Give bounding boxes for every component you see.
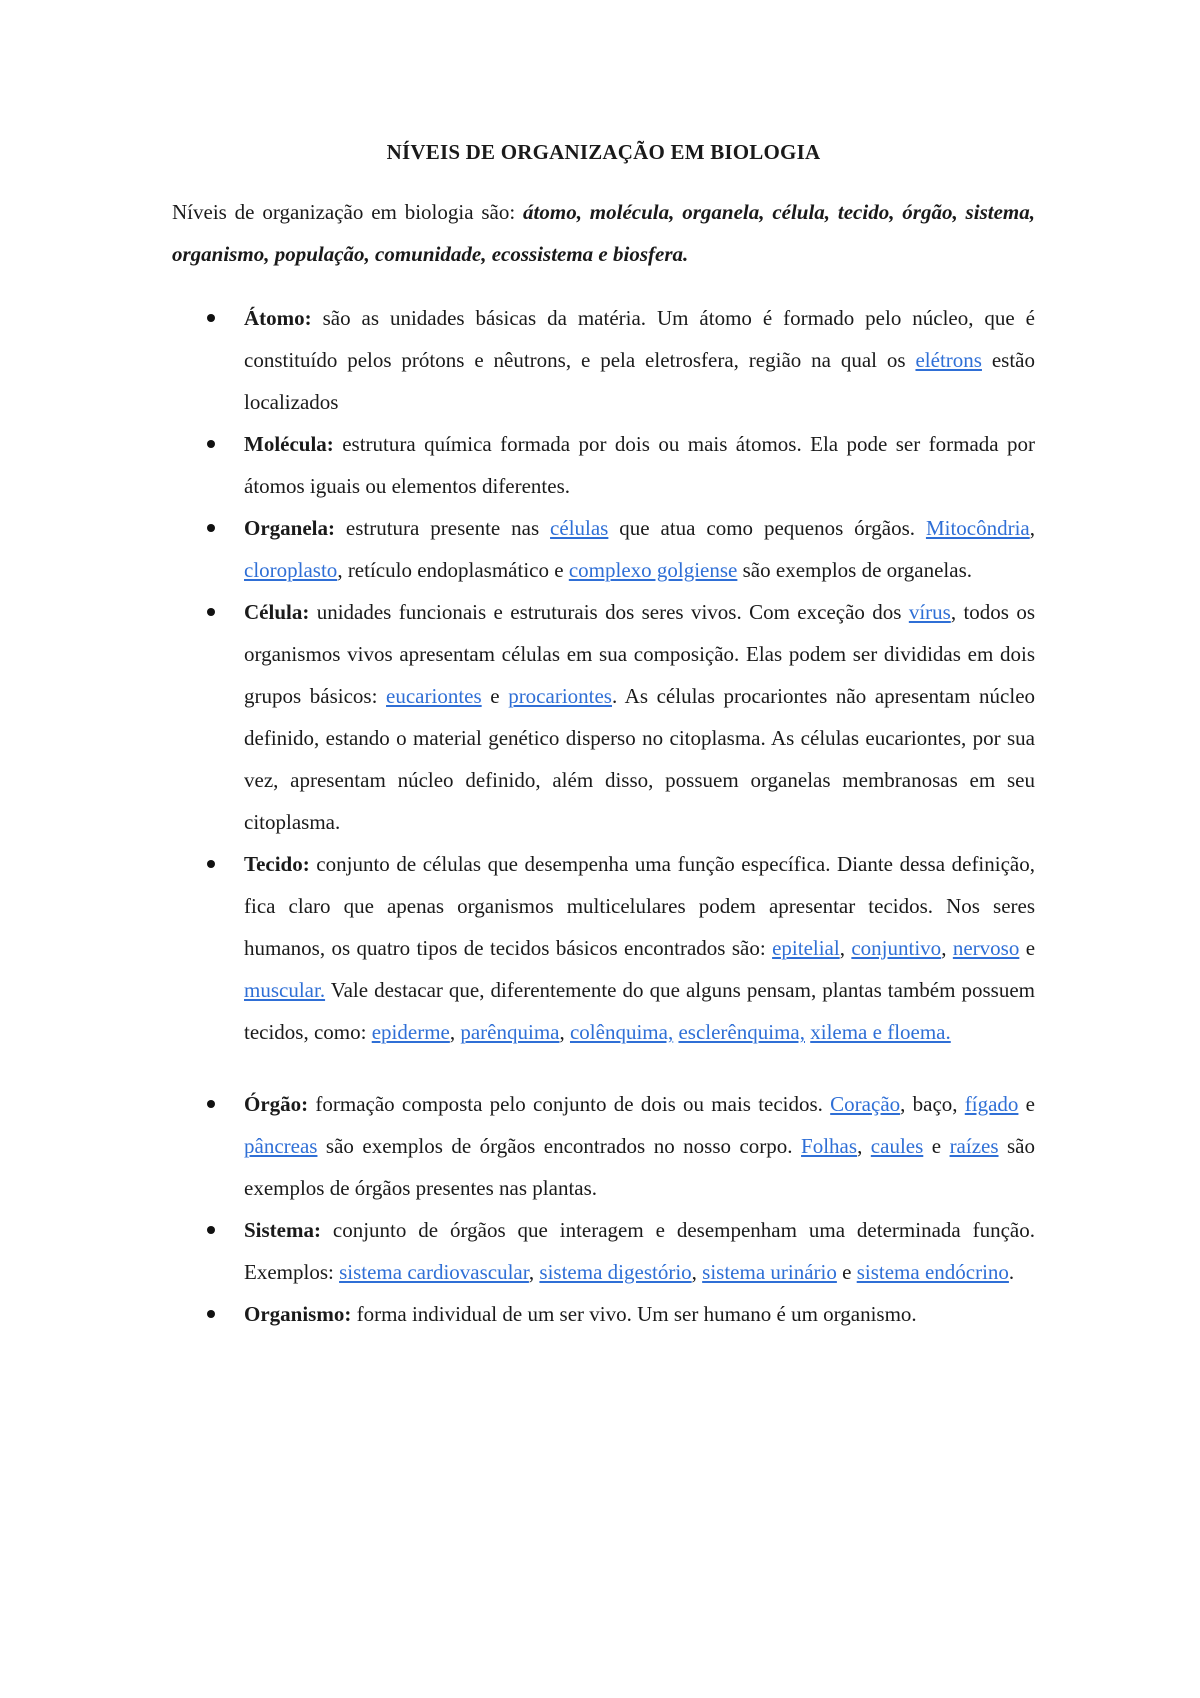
term-orgao: Órgão:	[244, 1092, 309, 1116]
list-item-tecido	[172, 843, 1035, 1053]
text: e	[1018, 1092, 1035, 1116]
text: são as unidades básicas da matéria. Um átomo é formado pelo núcleo, que é constituído pelos prótons e nêutrons, e pela eletrosfera, região na qual os	[244, 306, 1035, 372]
text: , todos os organismos vivos apresentam células em sua composição. Elas podem ser divididas em dois grupos básicos:	[244, 600, 1035, 708]
text: ,	[691, 1260, 703, 1284]
term-molecula: Molécula:	[244, 432, 334, 456]
link-eucariontes[interactable]: eucariontes	[386, 684, 482, 708]
text: conjunto de células que desempenha uma função específica. Diante dessa definição, fica claro que apenas organismos multicelulares podem apresentar tecidos. Nos seres humanos, os quatro tipos de tecidos básicos encontrados são:	[244, 852, 1035, 960]
bullet-icon	[207, 1226, 215, 1234]
link-pancreas[interactable]: pâncreas	[244, 1134, 318, 1158]
term-tecido: Tecido:	[244, 852, 310, 876]
text: forma individual de um ser vivo. Um ser humano é um organismo.	[351, 1302, 917, 1326]
link-nervoso[interactable]: nervoso	[952, 936, 1020, 960]
text: Vale destacar que, diferentemente do que alguns pensam, plantas também possuem tecidos, como:	[244, 978, 1035, 1044]
text: ,	[559, 1020, 570, 1044]
intro-paragraph	[172, 191, 1035, 275]
text: e	[1019, 936, 1036, 960]
term-celula: Célula:	[244, 600, 310, 624]
link-conjuntivo[interactable]: conjuntivo	[851, 936, 942, 960]
term-atomo: Átomo:	[244, 306, 312, 330]
link-xilema-floema[interactable]: xilema e floema.	[810, 1020, 951, 1044]
text: e	[923, 1134, 950, 1158]
text: estrutura química formada por dois ou mais átomos. Ela pode ser formada por átomos iguais ou elementos diferentes.	[244, 432, 1035, 498]
bullet-icon	[207, 1100, 215, 1108]
text: ,	[1029, 516, 1035, 540]
text: . As células procariontes não apresentam núcleo definido, estando o material genético disperso no citoplasma. As células eucariontes, por sua vez, apresentam núcleo definido, além disso, possuem organelas membranosas em seu citoplasma.	[244, 684, 1036, 834]
list-item-atomo	[172, 297, 1035, 423]
text: são exemplos de órgãos encontrados no nosso corpo.	[317, 1134, 802, 1158]
intro-levels-list: átomo, molécula, organela, célula, tecido, órgão, sistema, organismo, população, comunidade, ecossistema e biosfera.	[172, 200, 1035, 266]
link-sistema-endocrino[interactable]: sistema endócrino	[856, 1260, 1009, 1284]
link-cloroplasto[interactable]: cloroplasto	[244, 558, 338, 582]
text: são exemplos de órgãos presentes nas plantas.	[244, 1134, 1036, 1200]
text: são exemplos de organelas.	[737, 558, 973, 582]
text: que atua como pequenos órgãos.	[608, 516, 926, 540]
text: e	[836, 1260, 857, 1284]
text: .	[1008, 1260, 1015, 1284]
link-virus[interactable]: vírus	[908, 600, 951, 624]
link-sistema-digestorio[interactable]: sistema digestório	[539, 1260, 692, 1284]
link-sistema-urinario[interactable]: sistema urinário	[702, 1260, 837, 1284]
bullet-icon	[207, 314, 215, 322]
list-item-molecula	[172, 423, 1035, 507]
intro-prefix: Níveis de organização em biologia são:	[172, 200, 524, 224]
link-raizes[interactable]: raízes	[949, 1134, 999, 1158]
list-item-celula	[172, 591, 1035, 843]
bullet-icon	[207, 524, 215, 532]
list-item-orgao	[172, 1083, 1035, 1209]
page-title: NÍVEIS DE ORGANIZAÇÃO EM BIOLOGIA	[386, 140, 821, 164]
text: , baço,	[900, 1092, 965, 1116]
link-esclerenquima[interactable]: esclerênquima,	[678, 1020, 805, 1044]
link-eletrons[interactable]: elétrons	[915, 348, 982, 372]
text: e	[481, 684, 509, 708]
term-organismo: Organismo:	[244, 1302, 352, 1326]
term-sistema: Sistema:	[244, 1218, 321, 1242]
text: ,	[857, 1134, 871, 1158]
link-procariontes[interactable]: procariontes	[508, 684, 612, 708]
link-mitocondria[interactable]: Mitocôndria	[925, 516, 1030, 540]
link-coracao[interactable]: Coração	[830, 1092, 901, 1116]
text: conjunto de órgãos que interagem e desempenham uma determinada função. Exemplos:	[244, 1218, 1035, 1284]
link-parenquima[interactable]: parênquima	[460, 1020, 560, 1044]
term-organela: Organela:	[244, 516, 335, 540]
list-item-sistema	[172, 1209, 1035, 1293]
link-figado[interactable]: fígado	[964, 1092, 1019, 1116]
bullet-icon	[207, 440, 215, 448]
link-colenquima[interactable]: colênquima,	[569, 1020, 674, 1044]
text: formação composta pelo conjunto de dois ou mais tecidos.	[308, 1092, 831, 1116]
text: unidades funcionais e estruturais dos seres vivos. Com exceção dos	[309, 600, 909, 624]
list-item-organela	[172, 507, 1035, 591]
text: ,	[528, 1260, 540, 1284]
link-epiderme[interactable]: epiderme	[371, 1020, 450, 1044]
link-folhas[interactable]: Folhas	[801, 1134, 858, 1158]
link-sistema-cardiovascular[interactable]: sistema cardiovascular	[339, 1260, 529, 1284]
link-celulas[interactable]: células	[550, 516, 609, 540]
levels-list	[172, 297, 1035, 1335]
bullet-icon	[207, 860, 215, 868]
text: estão localizados	[244, 348, 1035, 414]
link-complexo-golgiense[interactable]: complexo golgiense	[568, 558, 738, 582]
list-item-organismo	[172, 1293, 1035, 1335]
link-caules[interactable]: caules	[870, 1134, 924, 1158]
text: ,	[449, 1020, 461, 1044]
text: ,	[839, 936, 852, 960]
text: ,	[941, 936, 953, 960]
bullet-icon	[207, 1310, 215, 1318]
link-muscular[interactable]: muscular.	[244, 978, 326, 1002]
text: estrutura presente nas	[334, 516, 551, 540]
link-epitelial[interactable]: epitelial	[772, 936, 840, 960]
bullet-icon	[207, 608, 215, 616]
text: , retículo endoplasmático e	[337, 558, 569, 582]
